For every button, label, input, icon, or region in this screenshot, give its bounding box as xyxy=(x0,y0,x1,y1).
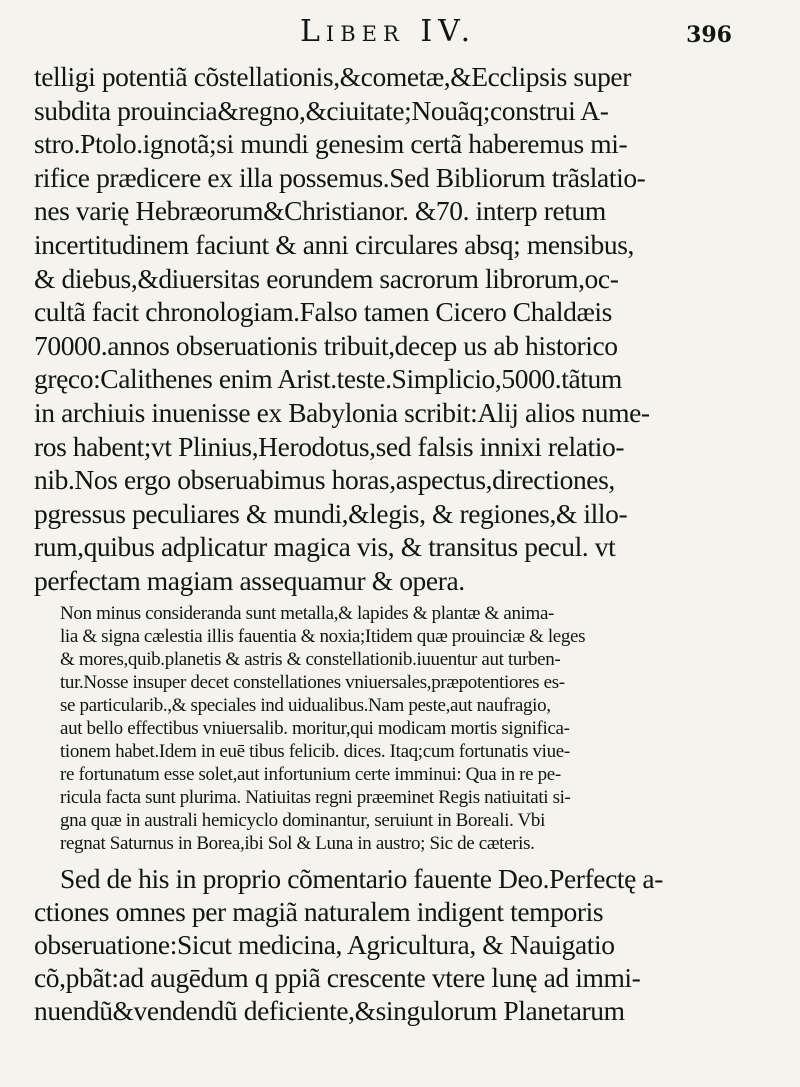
text-line: perfectam magiam assequamur & opera. xyxy=(34,564,465,596)
text-line: lia & signa cælestia illis fauentia & noxia;Itidem quæ prouinciæ & leges xyxy=(60,625,586,647)
text-line: tur.Nosse insuper decet constellationes vniuersales,præpotentiores es- xyxy=(60,671,565,693)
running-head: Liber IV. xyxy=(300,14,477,49)
text-line: Sed de his in proprio cõmentario fauente Deo.Perfectę a- xyxy=(60,862,663,894)
text-line: rum,quibus adplicatur magica vis, & transitus pecul. vt xyxy=(34,531,616,563)
text-line: ctiones omnes per magiã naturalem indigent temporis xyxy=(34,895,604,927)
paragraph-3 xyxy=(34,862,742,1027)
body-text xyxy=(34,60,742,1027)
text-line: gręco:Calithenes enim Arist.teste.Simplicio,5000.tãtum xyxy=(34,363,622,395)
text-line: Non minus consideranda sunt metalla,& lapides & plantæ & anima- xyxy=(60,602,555,624)
text-line: stro.Ptolo.ignotã;si mundi genesim certã haberemus mi- xyxy=(34,128,628,160)
text-line: obseruatione:Sicut medicina, Agricultura, & Nauigatio xyxy=(34,928,615,960)
text-line: ricula facta sunt plurima. Natiuitas regni præeminet Regis natiuitati si- xyxy=(60,787,571,809)
text-line: regnat Saturnus in Borea,ibi Sol & Luna in austro; Sic de cæteris. xyxy=(60,833,535,855)
text-line: incertitudinem faciunt & anni circulares absq; mensibus, xyxy=(34,228,634,260)
text-line: ros habent;vt Plinius,Herodotus,sed falsis innixi relatio- xyxy=(34,430,625,462)
text-line: cultã facit chronologiam.Falso tamen Cicero Chaldæis xyxy=(34,296,612,328)
text-line: gna quæ in australi hemicyclo dominantur, seruiunt in Boreali. Vbi xyxy=(60,810,546,832)
text-line: aut bello effectibus vniuersalib. moritur,qui modicam mortis significa- xyxy=(60,717,570,739)
text-line: nuendũ&vendendũ deficiente,&singulorum Planetarum xyxy=(34,994,625,1026)
page-header xyxy=(0,14,800,58)
text-line: nib.Nos ergo obseruabimus horas,aspectus,directiones, xyxy=(34,464,615,496)
text-line: nes varię Hebræorum&Christianor. &70. interp retum xyxy=(34,195,606,227)
text-line: in archiuis inuenisse ex Babylonia scribit:Alij alios nume- xyxy=(34,396,650,428)
text-line: & diebus,&diuersitas eorundem sacrorum librorum,oc- xyxy=(34,262,619,294)
text-line: subdita prouincia&regno,&ciuitate;Nouãq;construi A- xyxy=(34,94,609,126)
text-line: rifice prædicere ex illa possemus.Sed Bibliorum trãslatio- xyxy=(34,161,646,193)
page-number: 396 xyxy=(686,22,732,48)
text-line: se particularib.,& speciales ind uidualibus.Nam peste,aut naufragio, xyxy=(60,694,551,716)
text-line: cõ,pbãt:ad augēdum q ppiã crescente vtere lunę ad immi- xyxy=(34,961,641,993)
text-line: re fortunatum esse solet,aut infortunium certe imminui: Qua in re pe- xyxy=(60,764,561,786)
paragraph-2-small-type xyxy=(60,602,750,856)
text-line: pgressus peculiares & mundi,&legis, & regiones,& illo- xyxy=(34,497,628,529)
text-line: telligi potentiã cõstellationis,&cometæ,&Ecclipsis super xyxy=(34,61,631,92)
text-line: tionem habet.Idem in euē tibus felicib. dices. Itaq;cum fortunatis viue- xyxy=(60,741,570,763)
text-line: 70000.annos obseruationis tribuit,decep us ab historico xyxy=(34,329,618,361)
text-line: & mores,quib.planetis & astris & constellationib.iuuentur aut turben- xyxy=(60,648,561,670)
paragraph-1 xyxy=(34,60,742,598)
